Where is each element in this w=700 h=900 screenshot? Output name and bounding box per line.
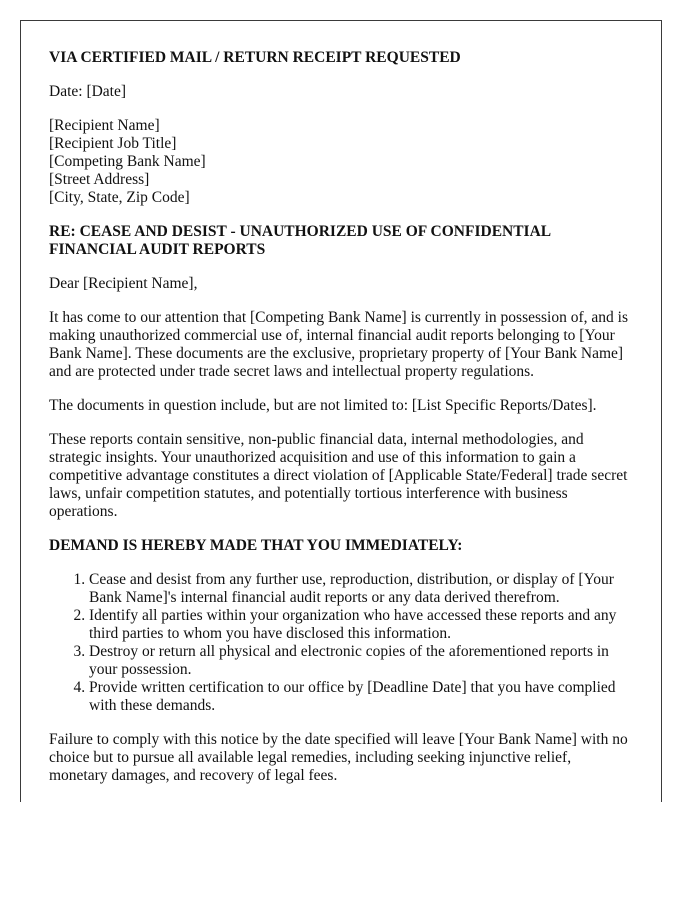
- body-paragraph-documents: The documents in question include, but are not limited to: [List Specific Reports/Dates].: [49, 397, 597, 414]
- city-state-zip: [City, State, Zip Code]: [49, 189, 190, 206]
- salutation: Dear [Recipient Name],: [49, 275, 198, 292]
- demand-item-certify: 4. Provide written certification to our office by [Deadline Date] that you have complied with these demands.: [89, 679, 633, 715]
- closing-paragraph: Failure to comply with this notice by the date specified will leave [Your Bank Name] with no choice but to pursue all available legal remedies, including seeking injunctive relief, monetary damages, and recovery of legal fees.: [49, 731, 628, 784]
- document-viewport[interactable]: [20, 20, 662, 802]
- recipient-name: [Recipient Name]: [49, 117, 160, 134]
- demands-list: [49, 571, 633, 715]
- body-paragraph-possession: It has come to our attention that [Competing Bank Name] is currently in possession of, and is making unauthorized commercial use of, internal financial audit reports belonging to [Your Bank Name]. These documents are the exclusive, proprietary property of [Your Bank Name] and are protected under trade secret laws and intellectual property regulations.: [49, 309, 628, 380]
- body-paragraph-violation: These reports contain sensitive, non-public financial data, internal methodologies, and strategic insights. Your unauthorized acquisition and use of this information to gain a competitive advantage constitutes a direct violation of [Applicable State/Federal] trade secret laws, unfair competition statutes, and potentially tortious interference with business operations.: [49, 431, 628, 520]
- recipient-job-title: [Recipient Job Title]: [49, 135, 177, 152]
- recipient-address-block: [49, 117, 633, 207]
- demands-heading: DEMAND IS HEREBY MADE THAT YOU IMMEDIATELY:: [49, 537, 463, 554]
- date-line: Date: [Date]: [49, 83, 127, 100]
- street-address: [Street Address]: [49, 171, 150, 188]
- demand-item-destroy: 3. Destroy or return all physical and electronic copies of the aforementioned reports in your possession.: [89, 643, 633, 679]
- cease-and-desist-letter: [20, 20, 662, 802]
- demand-item-identify: 2. Identify all parties within your organization who have accessed these reports and any third parties to whom you have disclosed this information.: [89, 607, 633, 643]
- demand-item-cease: 1. Cease and desist from any further use, reproduction, distribution, or display of [Your Bank Name]'s internal financial audit reports or any data derived therefrom.: [89, 571, 633, 607]
- delivery-method-heading: VIA CERTIFIED MAIL / RETURN RECEIPT REQUESTED: [49, 49, 461, 66]
- competing-bank-name: [Competing Bank Name]: [49, 153, 206, 170]
- subject-line: RE: CEASE AND DESIST - UNAUTHORIZED USE OF CONFIDENTIAL FINANCIAL AUDIT REPORTS: [49, 223, 551, 258]
